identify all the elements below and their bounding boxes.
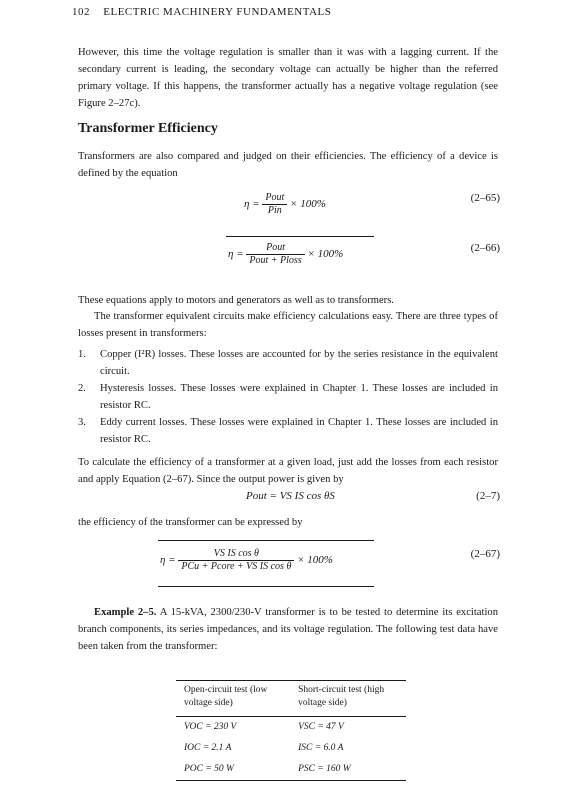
equivalent-circuit-paragraph: The transformer equivalent circuits make efficiency calculations easy. There are three types of losses present in transformers: (78, 311, 498, 339)
table-header-row (176, 682, 406, 717)
efficiency-expressed-paragraph: the efficiency of the transformer can be expressed by (78, 517, 303, 528)
eq-lhs: η = (160, 554, 176, 567)
table-cell: PSC = 160 W (290, 759, 406, 781)
loss-item-copper: 1. Copper (I²R) losses. These losses are accounted for by the series resistance in the equivalent circuit. (78, 349, 498, 377)
table-cell: VSC = 47 V (298, 722, 344, 732)
equation-number: (2–65) (470, 192, 500, 204)
eq-fraction: $\frac{\text{Pout}}{\text{Pout + Ploss}}$ (246, 242, 304, 267)
equation-number: (2–67) (470, 548, 500, 560)
eq-rhs: × 100% (307, 248, 344, 261)
calc-paragraph: To calculate the efficiency of a transformer at a given load, just add the losses from each resistor and apply Equation (2–67). Since the output power is given by (78, 457, 498, 485)
table-header: Open-circuit test (low voltage side) (176, 682, 290, 717)
example-label: Example 2–5. (94, 607, 157, 618)
table-row (176, 717, 406, 739)
eq-rhs: × 100% (290, 198, 326, 211)
equation-number: (2–66) (470, 242, 500, 254)
equation-2-67 (0, 548, 564, 572)
table-top-rule (176, 680, 406, 681)
eq-rhs: × 100% (297, 554, 333, 567)
table-cell: POC = 50 W (176, 759, 290, 781)
eq-fraction: $\frac{\text{Pout}}{\text{Pin}}$ (262, 192, 287, 217)
eq-fraction: $\frac{\text{VS IS cos θ}}{\text{PCu + Pcore + VS IS cos θ}}$ (178, 548, 294, 573)
table-cell: ISC = 6.0 A (298, 743, 344, 753)
loss-item-hysteresis: 2. Hysteresis losses. These losses were explained in Chapter 1. These losses are included in resistor RC. (78, 383, 498, 411)
equation-box-rule (226, 236, 374, 237)
test-data-table (176, 682, 406, 781)
table-row (176, 738, 406, 759)
eq-lhs: η = (228, 248, 244, 261)
apply-paragraph: These equations apply to motors and generators as well as to transformers. (78, 295, 394, 306)
equation-box-rule-top (158, 540, 374, 541)
equation-2-66 (0, 242, 564, 266)
intro-paragraph: However, this time the voltage regulation is smaller than it was with a lagging current. If the secondary current is leading, the secondary voltage can actually be higher than the referred primary voltage. If this happens, the transformer actually has a negative voltage regulation (see Figure 2–27c). (78, 47, 498, 109)
efficiency-paragraph: Transformers are also compared and judged on their efficiencies. The efficiency of a device is defined by the equation (78, 151, 498, 179)
example-paragraph (78, 604, 498, 655)
page-number: 102 (72, 6, 90, 18)
table-cell: IOC = 2.1 A (184, 743, 232, 753)
eq-lhs: η = (244, 198, 260, 211)
running-title: ELECTRIC MACHINERY FUNDAMENTALS (103, 6, 332, 18)
table-row (176, 759, 406, 781)
equation-box-rule-bottom (158, 586, 374, 587)
equation-output-power: Pout = VS IS cos θS (2–7) (246, 490, 500, 502)
example-text: A 15-kVA, 2300/230-V transformer is to be tested to determine its excitation branch components, its series impedances, and its voltage regulation. The following test data have been taken from the transformer: (78, 607, 498, 652)
table-header: Short-circuit test (high voltage side) (290, 682, 406, 717)
section-heading: Transformer Efficiency (78, 121, 218, 136)
equation-number: (2–7) (476, 490, 500, 502)
loss-item-eddy: 3. Eddy current losses. These losses were explained in Chapter 1. These losses are included in resistor RC. (78, 417, 498, 445)
table-cell: VOC = 230 V (184, 722, 237, 732)
running-header (72, 6, 331, 18)
equation-2-65 (0, 192, 564, 216)
